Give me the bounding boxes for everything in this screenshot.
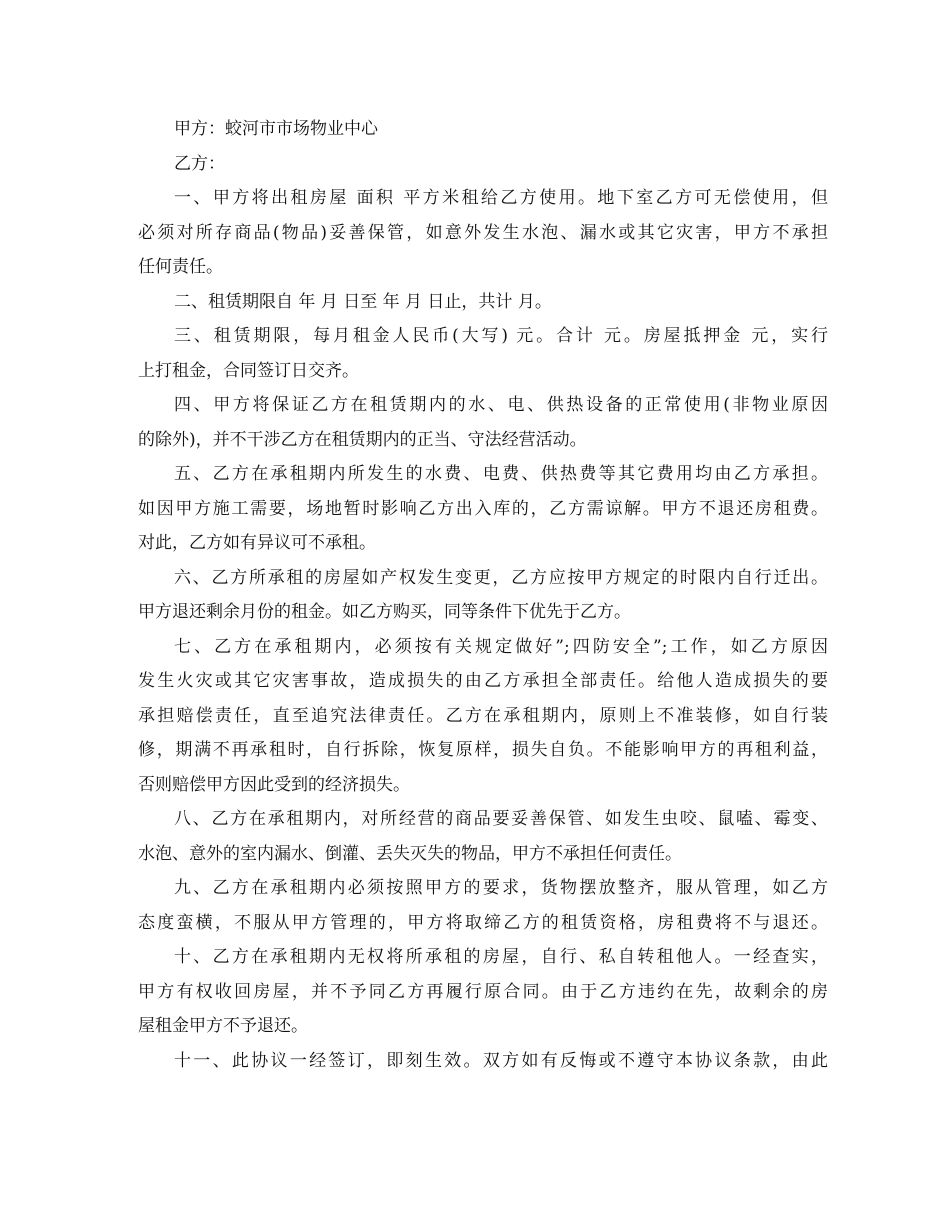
- text-line: 三、租赁期限，每月租金人民币(大写) 元。合计 元。房屋抵押金 元，实行: [174, 326, 828, 346]
- text-line: 对此，乙方如有异议可不承租。: [138, 533, 376, 553]
- text-line: 六、乙方所承租的房屋如产权发生变更，乙方应按甲方规定的时限内自行迁出。: [174, 567, 828, 588]
- document-body: [138, 112, 828, 1078]
- text-line: 发生火灾或其它灾害事故，造成损失的由乙方承担全部责任。给他人造成损失的要: [138, 671, 828, 691]
- text-line: 水泡、意外的室内漏水、倒灌、丢失灭失的物品，甲方不承担任何责任。: [138, 843, 682, 864]
- text-line: 甲方：蛟河市市场物业中心: [174, 119, 378, 139]
- text-line: 态度蛮横，不服从甲方管理的，甲方将取缔乙方的租赁资格，房租费将不与退还。: [138, 912, 828, 933]
- text-line: 修，期满不再承租时，自行拆除，恢复原样，损失自负。不能影响甲方的再租利益，: [138, 740, 828, 760]
- text-line: 上打租金，合同签订日交齐。: [138, 360, 359, 381]
- text-line: 十一、此协议一经签订，即刻生效。双方如有反悔或不遵守本协议条款，由此: [174, 1050, 828, 1071]
- text-line: 否则赔偿甲方因此受到的经济损失。: [138, 774, 410, 795]
- text-line: 二、租赁期限自 年 月 日至 年 月 日止，共计 月。: [174, 291, 552, 312]
- text-line: 任何责任。: [138, 257, 223, 277]
- text-line: 乙方：: [174, 153, 225, 174]
- text-line: 的除外)，并不干涉乙方在租赁期内的正当、守法经营活动。: [138, 429, 587, 450]
- text-line: 七、乙方在承租期内，必须按有关规定做好”;四防安全”;工作，如乙方原因: [174, 636, 828, 657]
- text-line: 八、乙方在承租期内，对所经营的商品要妥善保管、如发生虫咬、鼠嗑、霉变、: [174, 809, 828, 829]
- text-line: 一、甲方将出租房屋 面积 平方米租给乙方使用。地下室乙方可无偿使用，但: [174, 188, 828, 208]
- text-line: 四、甲方将保证乙方在租赁期内的水、电、供热设备的正常使用(非物业原因: [174, 395, 828, 415]
- text-line: 九、乙方在承租期内必须按照甲方的要求，货物摆放整齐，服从管理，如乙方: [174, 878, 828, 898]
- text-line: 必须对所存商品(物品)妥善保管，如意外发生水泡、漏水或其它灾害，甲方不承担: [138, 222, 828, 243]
- text-line: 承担赔偿责任，直至追究法律责任。乙方在承租期内，原则上不准装修，如自行装: [138, 705, 828, 726]
- text-line: 屋租金甲方不予退还。: [138, 1016, 308, 1036]
- text-line: 甲方退还剩余月份的租金。如乙方购买，同等条件下优先于乙方。: [138, 602, 631, 622]
- text-line: 如因甲方施工需要，场地暂时影响乙方出入库的，乙方需谅解。甲方不退还房租费。: [138, 498, 828, 519]
- text-line: 十、乙方在承租期内无权将所承租的房屋，自行、私自转租他人。一经查实，: [174, 947, 828, 967]
- text-line: 甲方有权收回房屋，并不予同乙方再履行原合同。由于乙方违约在先，故剩余的房: [138, 981, 828, 1002]
- text-line: 五、乙方在承租期内所发生的水费、电费、供热费等其它费用均由乙方承担。: [174, 464, 828, 484]
